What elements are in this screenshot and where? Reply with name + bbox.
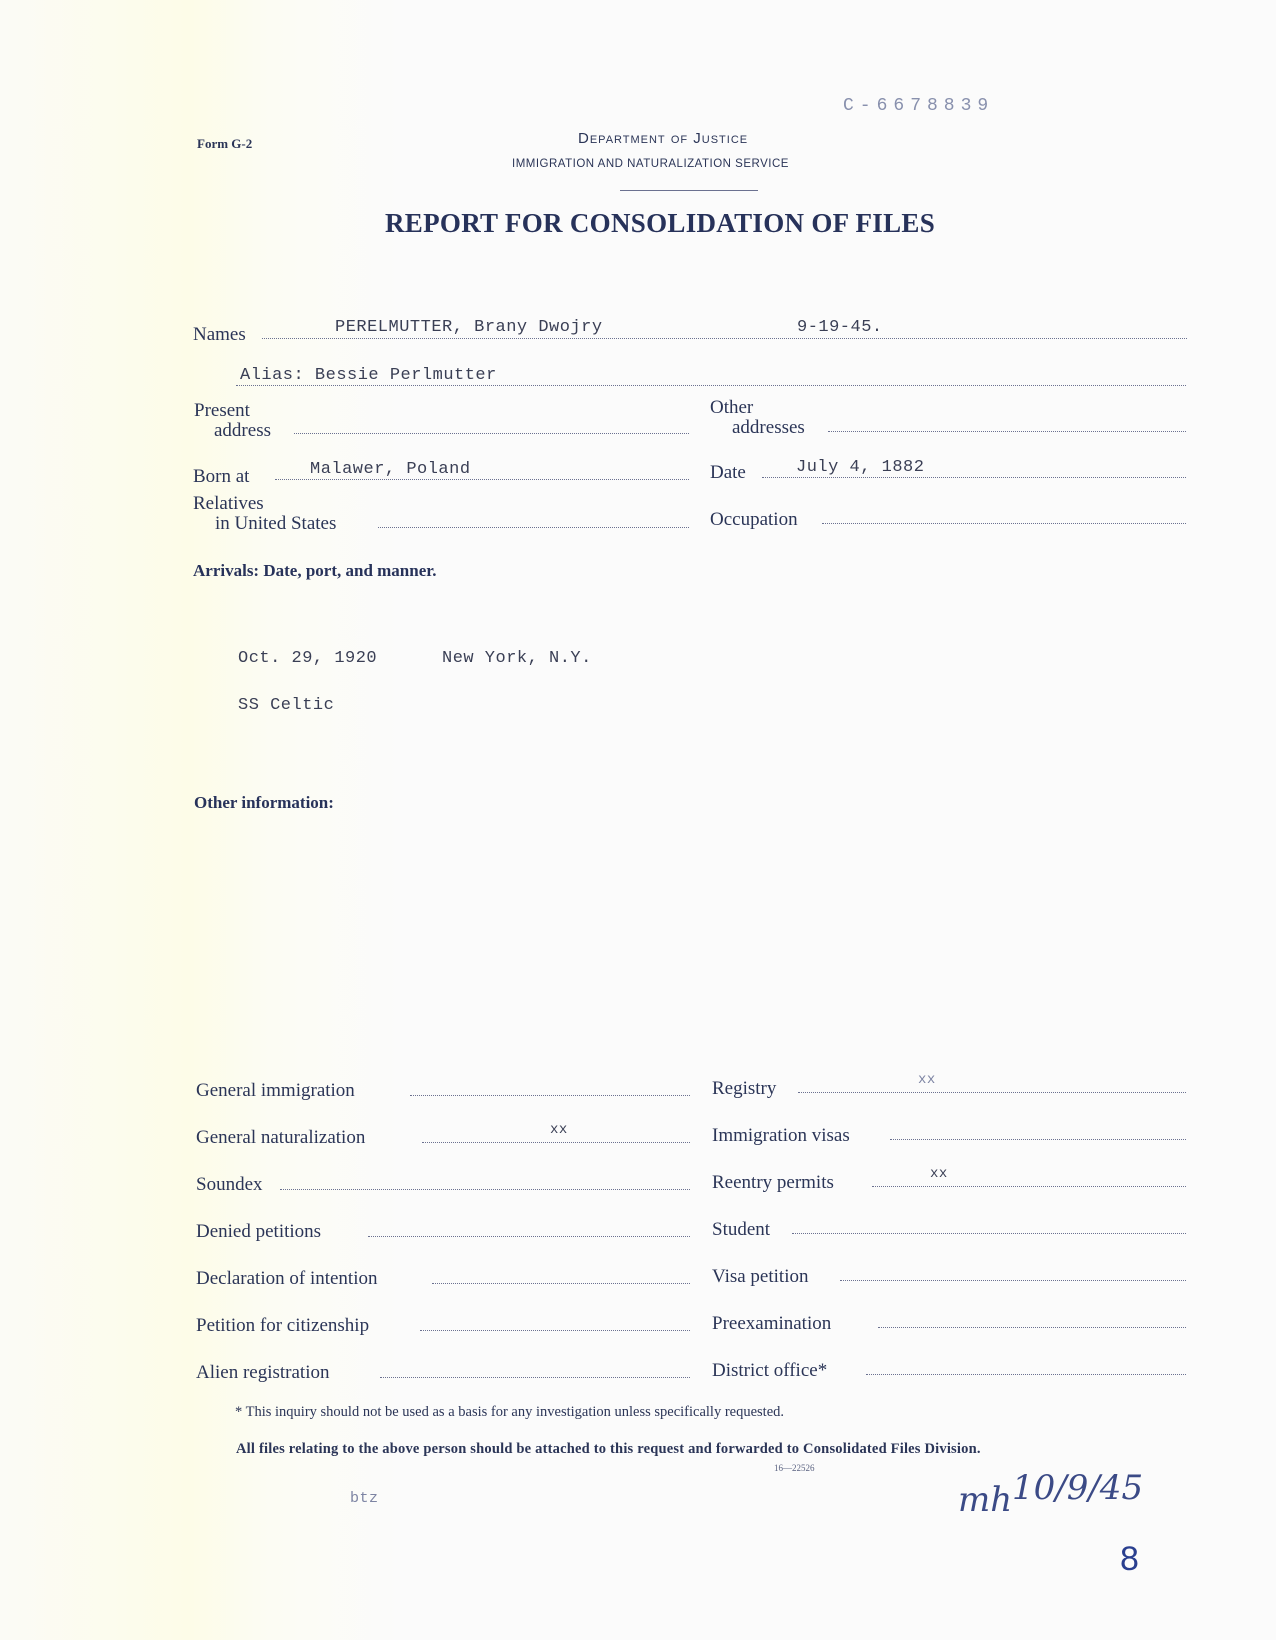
occupation-label: Occupation <box>710 509 798 530</box>
checklist-left-label: Petition for citizenship <box>196 1315 370 1336</box>
born-at-label: Born at <box>193 466 250 487</box>
department-name: Department of Justice <box>578 130 749 147</box>
checklist-right-label: Preexamination <box>712 1313 832 1334</box>
checklist-right-label: Immigration visas <box>712 1125 850 1146</box>
checklist-left-line <box>432 1283 690 1284</box>
checklist-left-label: Declaration of intention <box>196 1268 378 1289</box>
checklist-right-value: xx <box>918 1072 936 1088</box>
arrival-date: Oct. 29, 1920 <box>238 649 378 668</box>
service-name: IMMIGRATION AND NATURALIZATION SERVICE <box>512 158 789 170</box>
signature: mh <box>958 1480 1013 1520</box>
checklist-right-line <box>866 1374 1186 1375</box>
page-number: 8 <box>1120 1540 1139 1578</box>
checklist-right-line <box>872 1186 1186 1187</box>
checklist-right-label: Reentry permits <box>712 1172 834 1193</box>
arrival-port: New York, N.Y. <box>442 649 592 668</box>
names-line <box>262 338 1187 339</box>
checklist-left-label: Soundex <box>196 1174 263 1195</box>
checklist-right-label: Registry <box>712 1078 777 1099</box>
present-address-label-1: Present <box>194 400 250 421</box>
checklist-right-line <box>890 1139 1186 1140</box>
names-value: PERELMUTTER, Brany Dwojry <box>335 318 603 337</box>
names-label: Names <box>193 324 246 345</box>
other-addresses-label-2: addresses <box>732 417 805 438</box>
other-addresses-label-1: Other <box>710 397 754 418</box>
footer-note: * This inquiry should not be used as a basis for any investigation unless specifically requested. <box>235 1404 785 1420</box>
checklist-right-line <box>792 1233 1186 1234</box>
occupation-line <box>822 523 1186 524</box>
other-addresses-line <box>828 431 1186 432</box>
document-title: REPORT FOR CONSOLIDATION OF FILES <box>385 208 936 238</box>
checklist-right-label: Student <box>712 1219 771 1240</box>
other-info-heading: Other information: <box>194 793 334 812</box>
date-label: Date <box>710 462 746 483</box>
checklist-left-line <box>422 1142 690 1143</box>
date-value: July 4, 1882 <box>796 458 925 477</box>
form-id: Form G-2 <box>197 136 253 151</box>
checklist-left-line <box>368 1236 690 1237</box>
checklist-right-line <box>840 1280 1186 1281</box>
alias-line <box>236 385 1186 386</box>
born-at-value: Malawer, Poland <box>310 460 471 479</box>
names-date: 9-19-45. <box>797 318 883 337</box>
checklist-right-line <box>878 1327 1186 1328</box>
date-line <box>762 477 1186 478</box>
checklist-left-label: Alien registration <box>196 1362 330 1383</box>
checklist-right-label: Visa petition <box>712 1266 809 1287</box>
present-address-label-2: address <box>214 420 271 441</box>
arrivals-heading: Arrivals: Date, port, and manner. <box>193 561 437 580</box>
checklist-left-label: Denied petitions <box>196 1221 322 1242</box>
arrival-ship: SS Celtic <box>238 696 335 715</box>
relatives-label-2: in United States <box>215 513 337 534</box>
born-at-line <box>275 479 689 480</box>
checklist-left-label: General naturalization <box>196 1127 366 1148</box>
checklist-left-line <box>380 1377 690 1378</box>
checklist-right-label: District office* <box>712 1360 828 1381</box>
print-code: 16—22526 <box>774 1463 815 1473</box>
footer-instruction: All files relating to the above person should be attached to this request and forwarded to Consolidated Files Division. <box>236 1441 981 1457</box>
checklist-left-line <box>420 1330 690 1331</box>
checklist-left-line <box>410 1095 690 1096</box>
checklist-left-label: General immigration <box>196 1080 355 1101</box>
typist-initials: btz <box>350 1490 379 1507</box>
relatives-line <box>378 527 689 528</box>
present-address-line <box>294 433 689 434</box>
header-rule <box>620 190 758 191</box>
file-number: C-6678839 <box>843 96 995 116</box>
checklist-left-value: xx <box>550 1122 568 1138</box>
checklist-left-line <box>280 1189 690 1190</box>
checklist-right-line <box>798 1092 1186 1093</box>
relatives-label-1: Relatives <box>193 493 264 514</box>
alias-value: Alias: Bessie Perlmutter <box>240 366 497 385</box>
signature-date: 10/9/45 <box>1012 1468 1144 1508</box>
checklist-right-value: xx <box>930 1166 948 1182</box>
